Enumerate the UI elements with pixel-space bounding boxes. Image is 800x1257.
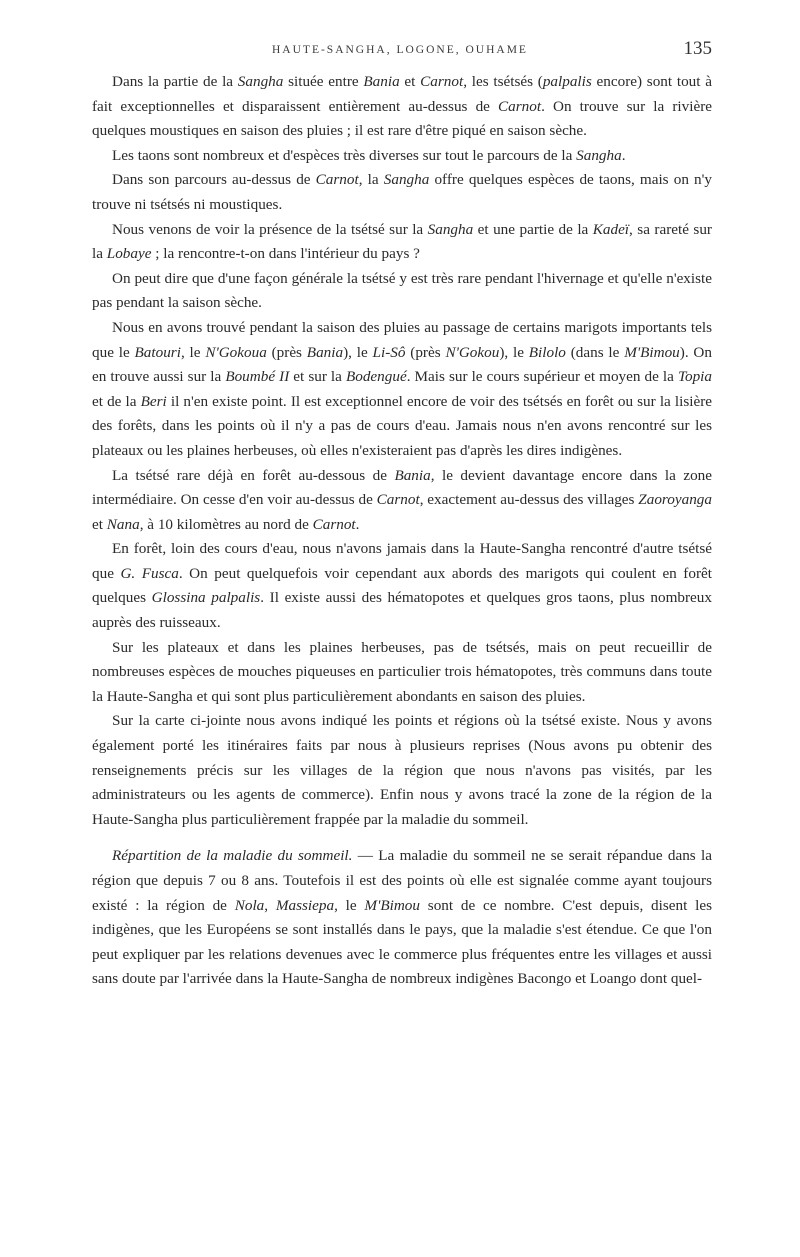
text-run: . On trouve sur la rivière quelques moustiques en saison des pluies ; il est rare d'être piqué en saison sèche. — [92, 97, 712, 140]
book-page — [92, 36, 712, 992]
text-run: , le — [180, 343, 206, 361]
text-run: — La maladie du sommeil ne se serait répandue dans la région que depuis 7 ou 8 ans. Toutefois il est des points où elle est signalée comme ayant toujours existé : la région de — [92, 847, 712, 914]
italic-run: Zaoroyanga — [638, 491, 712, 509]
italic-run: Bodengué — [345, 368, 407, 386]
italic-run: Sangha — [237, 73, 284, 90]
text-run: encore) sont tout à fait exceptionnelles et disparaissent entièrement au-dessus de — [92, 73, 712, 115]
italic-run: Répartition de la maladie du sommeil. — [112, 847, 353, 865]
text-run: , le devient davantage encore dans la zone intermédiaire. On cesse d'en voir au-dessus de — [92, 466, 712, 509]
italic-run: Nola — [234, 896, 265, 914]
text-run: . — [355, 515, 360, 533]
italic-run: Topia — [677, 368, 712, 386]
text-run: et — [92, 515, 107, 533]
running-title: HAUTE-SANGHA, LOGONE, OUHAME — [272, 44, 528, 56]
text-run: (dans le — [565, 343, 625, 361]
text-run: (près — [266, 343, 307, 361]
text-run: (près — [405, 343, 446, 361]
italic-run: Bilolo — [528, 343, 566, 361]
text-run: Dans la partie de la — [112, 73, 238, 90]
text-run: Nous en avons trouvé pendant la saison des pluies au passage de certains marigots importants tels que le — [92, 318, 712, 361]
italic-run: N'Gokoua — [205, 343, 267, 361]
text-run: offre quelques espèces de taons, mais on n'y trouve ni tsétsés ni moustiques. — [92, 171, 712, 213]
text-run: Dans son parcours au-dessus de — [112, 171, 316, 189]
italic-run: G. Fusca — [120, 564, 179, 582]
text-run: sont de ce nombre. C'est depuis, disent les indigènes, que les Européens se sont installés dans le pays, que la maladie s'est étendue. Ce que l'on peut expliquer par les relations devenues avec le commerce plus fréquentes entre les villages et aussi sans doute par l'arrivée dans la Haute-Sangha de nombreux indigènes Bacongo et Loango dont quel- — [92, 896, 712, 988]
paragraph-8 — [92, 537, 712, 635]
text-run: . Il existe aussi des hématopotes et quelques gros taons, plus nombreux auprès des ruisseaux. — [92, 589, 712, 632]
paragraph-11 — [92, 844, 712, 992]
italic-run: Carnot — [498, 97, 542, 115]
text-run: En forêt, loin des cours d'eau, nous n'avons jamais dans la Haute-Sangha rencontré d'autre tsétsé que — [92, 540, 712, 582]
text-run: , à 10 kilomètres au nord de — [139, 515, 313, 533]
text-run: , les tsétsés ( — [463, 73, 543, 90]
italic-run: M'Bimou — [364, 896, 420, 914]
italic-run: Bania — [363, 73, 400, 90]
italic-run: Sangha — [576, 146, 622, 164]
paragraph-10 — [92, 709, 712, 832]
italic-run: M'Bimou — [624, 343, 680, 361]
italic-run: Batouri — [134, 343, 181, 361]
text-run: et de la — [92, 392, 141, 410]
text-run: , la — [358, 171, 384, 189]
italic-run: Beri — [140, 392, 167, 410]
paragraph-5 — [92, 267, 712, 316]
italic-run: Sangha — [383, 171, 430, 189]
paragraph-3 — [92, 168, 712, 217]
text-run: et une partie de la — [473, 220, 593, 238]
text-run: située entre — [283, 73, 364, 90]
italic-run: Kadeï — [592, 220, 630, 238]
text-run: et sur la — [289, 368, 346, 386]
paragraph-6 — [92, 316, 712, 464]
paragraph-9 — [92, 636, 712, 710]
page-number: 135 — [683, 38, 712, 59]
text-run: La tsétsé rare déjà en forêt au-dessous de — [112, 466, 395, 484]
running-head — [92, 36, 712, 70]
text-run: . — [621, 146, 626, 164]
italic-run: N'Gokou — [445, 343, 500, 361]
italic-run: Carnot — [376, 491, 420, 509]
text-run: ), le — [499, 343, 529, 361]
text-run: ; la rencontre-t-on dans l'intérieur du pays ? — [151, 245, 420, 263]
text-run: , le — [334, 896, 365, 914]
text-run: . Mais sur le cours supérieur et moyen de la — [406, 368, 678, 386]
italic-run: Carnot — [312, 515, 356, 533]
paragraph-7 — [92, 464, 712, 538]
italic-run: Carnot — [315, 171, 359, 189]
text-run: ), le — [343, 343, 373, 361]
italic-run: Bania — [306, 343, 344, 361]
paragraph-2 — [92, 144, 712, 169]
text-run: , sa rareté sur la — [92, 220, 712, 263]
text-run: Nous venons de voir la présence de la tsétsé sur la — [112, 220, 428, 238]
italic-run: Boumbé II — [225, 368, 290, 386]
italic-run: Lobaye — [106, 245, 152, 263]
italic-run: Li-Sô — [372, 343, 406, 361]
text-run: Sur les plateaux et dans les plaines herbeuses, pas de tsétsés, mais on peut recueillir de nombreuses espèces de mouches piqueuses en particulier trois hématopotes, très communs dans toute la Haute-Sangha et qui sont plus particulièrement abondants en saison des pluies. — [92, 638, 712, 705]
text-run: , exactement au-dessus des villages — [419, 491, 639, 509]
italic-run: Bania — [394, 466, 431, 484]
text-run: . On peut quelquefois voir cependant aux abords des marigots qui coulent en forêt quelques — [92, 564, 712, 607]
paragraph-1 — [92, 70, 712, 144]
paragraph-4 — [92, 218, 712, 267]
italic-run: Massiepa — [275, 896, 335, 914]
italic-run: Glossina palpalis — [151, 589, 261, 607]
text-run: , — [264, 896, 276, 914]
text-run: ). On en trouve aussi sur la — [92, 343, 712, 386]
italic-run: Sangha — [427, 220, 474, 238]
text-run: et — [399, 73, 421, 90]
text-run: il n'en existe point. Il est exceptionnel encore de voir des tsétsés en forêt ou sur la lisière des forêts, dans les points où il n'y a pas de cours d'eau. Jamais nous n'en avons rencontré sur les plateaux ou les plaines herbeuses, où elles n'existeraient pas d'après les dires indigènes. — [92, 392, 712, 459]
italic-run: Nana — [106, 515, 140, 533]
italic-run: Carnot — [420, 73, 464, 90]
italic-run: palpalis — [542, 73, 592, 90]
text-run: Les taons sont nombreux et d'espèces très diverses sur tout le parcours de la — [112, 146, 577, 164]
text-run: Sur la carte ci-jointe nous avons indiqué les points et régions où la tsétsé existe. Nous y avons également porté les itinéraires faits par nous à plusieurs reprises (Nous avons pu obtenir des renseignements précis sur les villages de la région que nous n'avons pas visités, par les administrateurs ou les agents de commerce). Enfin nous y avons tracé la zone de la région de la Haute-Sangha plus particulièrement frappée par la maladie du sommeil. — [92, 712, 712, 828]
text-run: On peut dire que d'une façon générale la tsétsé y est très rare pendant l'hivernage et qu'elle n'existe pas pendant la saison sèche. — [92, 269, 712, 312]
body-text — [92, 70, 712, 992]
